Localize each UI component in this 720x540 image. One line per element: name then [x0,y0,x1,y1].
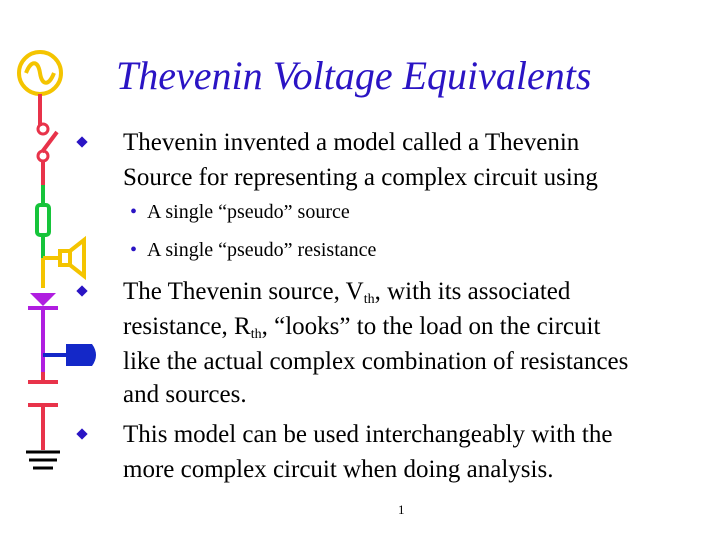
slide-title: Thevenin Voltage Equivalents [116,53,592,98]
sub-bullet-1-text: A single “pseudo” source [147,201,350,223]
ground-icon [26,452,60,468]
sub-bullet-2 [130,238,376,262]
vth-subscript: th [363,292,375,307]
diode-icon [28,293,58,308]
bullet-2-text-a: The Thevenin source, V [123,278,364,305]
bullet-3-line-2: more complex circuit when doing analysis. [123,456,554,483]
speaker-icon [43,240,84,276]
rth-subscript: th [250,327,262,342]
bullet-2-line-3: like the actual complex combination of resistances [123,348,629,375]
dot-bullet-icon: • [130,239,138,261]
bullet-2-text-d: , “looks” to the load on the circuit [261,313,601,340]
bullet-2-line-2 [123,310,600,343]
sub-bullet-2-text: A single “pseudo” resistance [147,239,377,261]
bullet-2-line-1 [123,275,570,308]
bullet-2-text-b: , with its associated [374,278,571,305]
circuit-rail-decoration [0,0,100,540]
bullet-2-text-c: resistance, R [123,313,251,340]
sub-bullet-1 [130,200,350,224]
ac-source-icon [19,52,61,94]
page-number: 1 [398,502,405,517]
fuse-icon [37,205,49,235]
capacitor-icon [28,382,58,405]
plug-icon [43,344,96,366]
bullet-2-line-4: and sources. [123,381,247,408]
dot-bullet-icon: • [130,201,138,223]
switch-icon [38,124,57,161]
bullet-3-line-1: This model can be used interchangeably with the [123,421,613,448]
bullet-1-line-1: Thevenin invented a model called a Thevenin [123,129,580,156]
bullet-1-line-2: Source for representing a complex circuit using [123,164,598,191]
